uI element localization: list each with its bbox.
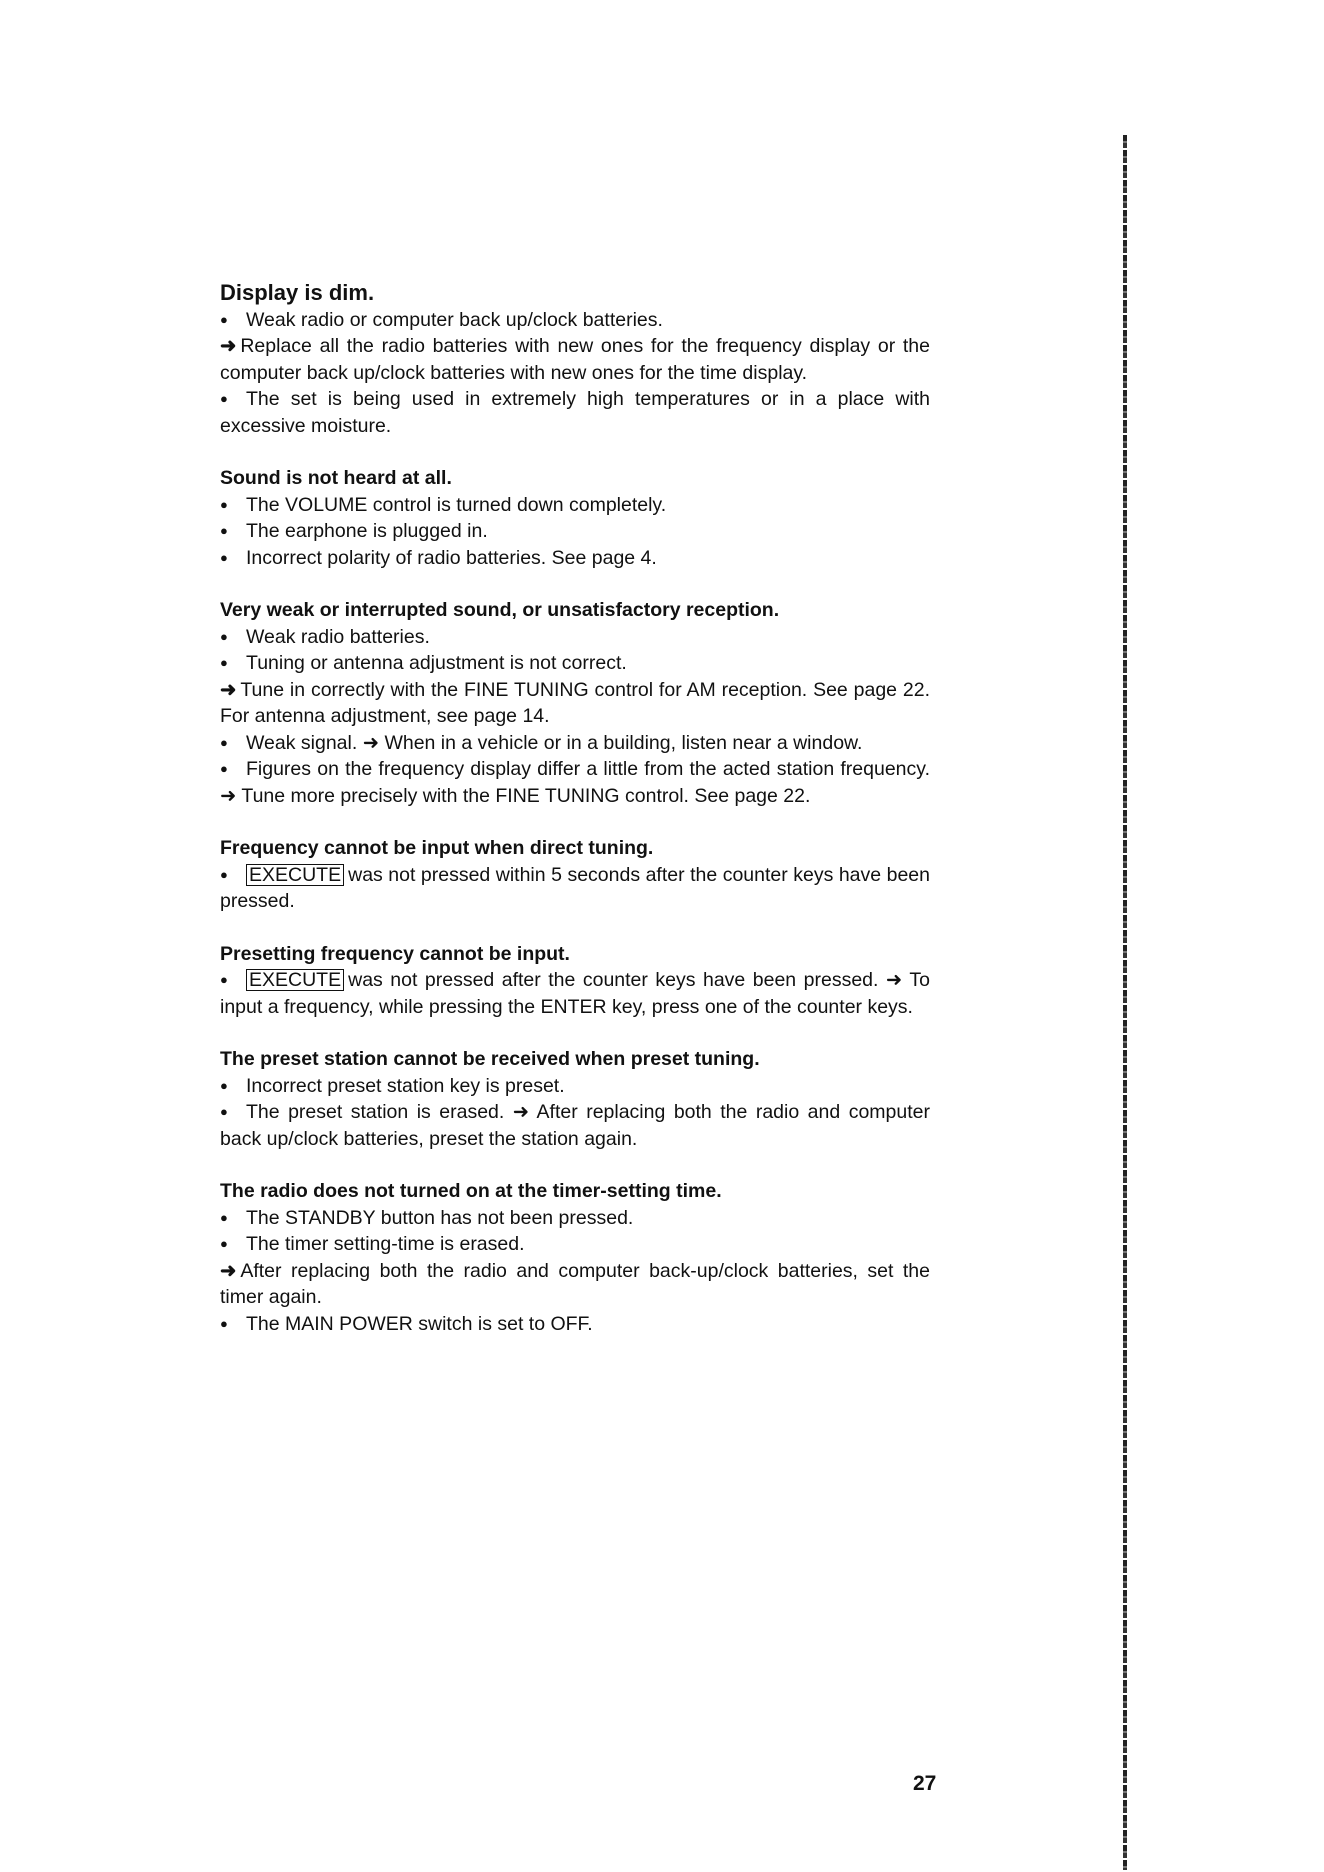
- section-presetting: [220, 941, 930, 1021]
- bullet-line: ● Incorrect polarity of radio batteries. See page 4.: [220, 545, 930, 572]
- section-heading: Presetting frequency cannot be input.: [220, 942, 570, 965]
- section-weak-sound: [220, 597, 930, 809]
- bullet-line: ● The timer setting-time is erased.: [220, 1231, 930, 1258]
- section-heading: Sound is not heard at all.: [220, 467, 452, 489]
- bullet-line: ● EXECUTE was not pressed after the counter keys have been pressed. ➜ To input a frequency, while pressing the ENTER key, press one of the counter keys.: [220, 967, 930, 1020]
- arrow-line: ➜ Tune in correctly with the FINE TUNING control for AM reception. See page 22. For antenna adjustment, see page 14.: [220, 678, 930, 727]
- section-direct-tuning: [220, 835, 930, 915]
- section-heading: Display is dim.: [220, 280, 375, 305]
- bullet-line: ● EXECUTE was not pressed within 5 seconds after the counter keys have been pressed.: [220, 862, 930, 915]
- arrow-line: ➜ After replacing both the radio and computer back-up/clock batteries, set the timer again.: [220, 1259, 930, 1308]
- section-heading: Very weak or interrupted sound, or unsatisfactory reception.: [220, 599, 780, 621]
- section-no-sound: [220, 465, 930, 571]
- bullet-line: ● The STANDBY button has not been pressed.: [220, 1205, 930, 1232]
- bullet-line: ● Weak radio or computer back up/clock batteries.: [220, 307, 930, 334]
- section-heading: Frequency cannot be input when direct tuning.: [220, 837, 654, 859]
- scanned-page-edge: [1123, 135, 1127, 1870]
- bullet-line: ● The MAIN POWER switch is set to OFF.: [220, 1311, 930, 1338]
- page-number: 27: [913, 1772, 937, 1795]
- section-display-dim: [220, 280, 930, 439]
- execute-key-label: EXECUTE: [246, 864, 344, 886]
- section-heading: The preset station cannot be received when preset tuning.: [220, 1048, 760, 1070]
- bullet-line: ● The earphone is plugged in.: [220, 518, 930, 545]
- bullet-line: ● The VOLUME control is turned down completely.: [220, 492, 930, 519]
- troubleshooting-text: [220, 280, 930, 1363]
- bullet-line: ● Incorrect preset station key is preset.: [220, 1073, 930, 1100]
- bullet-line: ● Weak radio batteries.: [220, 624, 930, 651]
- section-heading: The radio does not turned on at the timer-setting time.: [220, 1180, 722, 1202]
- bullet-line: ● Weak signal. ➜ When in a vehicle or in a building, listen near a window.: [220, 730, 930, 757]
- bullet-line: ● The set is being used in extremely high temperatures or in a place with excessive moisture.: [220, 386, 930, 439]
- arrow-icon: ➜: [220, 335, 237, 357]
- bullet-line: ● Figures on the frequency display differ a little from the acted station frequency. ➜ Tune more precisely with the FINE TUNING control. See page 22.: [220, 756, 930, 809]
- arrow-icon: ➜: [220, 678, 237, 701]
- arrow-icon: ➜: [220, 1259, 237, 1282]
- section-timer: [220, 1178, 930, 1337]
- arrow-line: ➜ Replace all the radio batteries with new ones for the frequency display or the computer back up/clock batteries with new ones for the time display.: [220, 335, 930, 384]
- section-preset-station: [220, 1046, 930, 1152]
- bullet-line: ● Tuning or antenna adjustment is not correct.: [220, 650, 930, 677]
- bullet-line: ● The preset station is erased. ➜ After replacing both the radio and computer back up/clock batteries, preset the station again.: [220, 1099, 930, 1152]
- execute-key-label: EXECUTE: [246, 969, 344, 991]
